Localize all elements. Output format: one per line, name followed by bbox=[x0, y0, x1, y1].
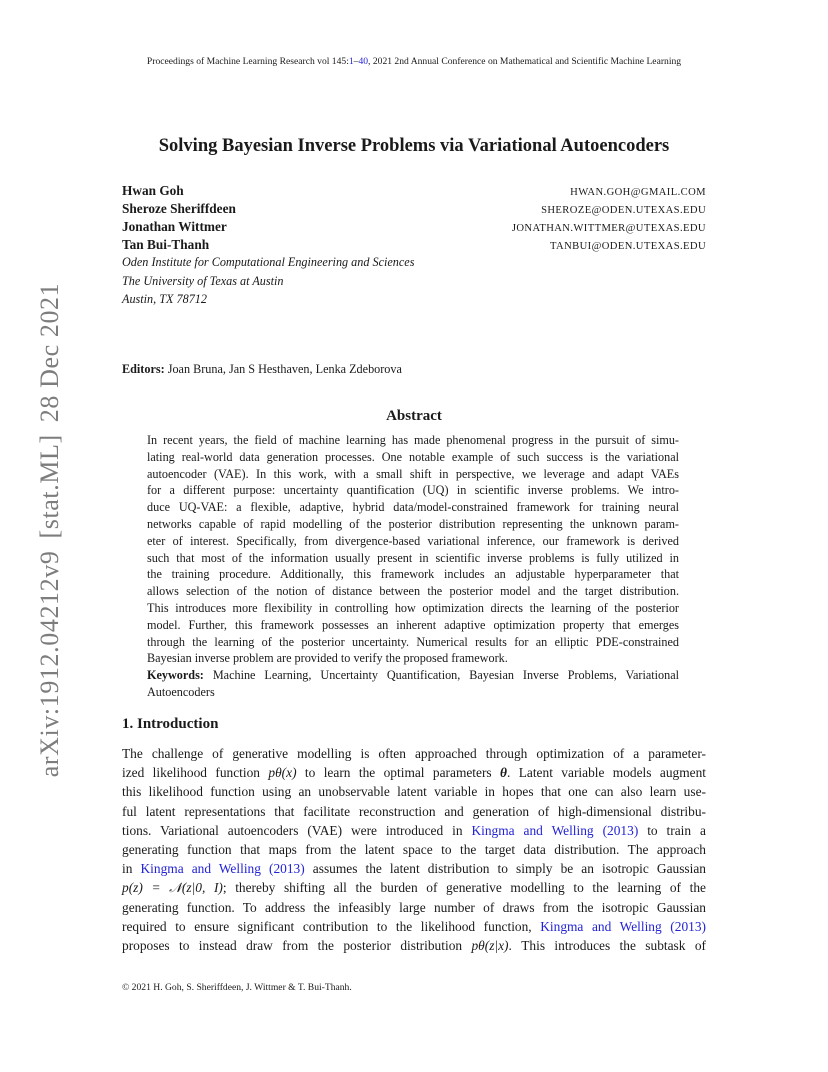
arxiv-stamp bbox=[35, 277, 65, 784]
author-email: JONATHAN.WITTMER@UTEXAS.EDU bbox=[511, 223, 706, 234]
abstract-line: allows selection of the notion of distance between the posterior model and the target distribution. bbox=[147, 584, 679, 599]
theta-math: θ bbox=[500, 765, 507, 781]
abstract-line: autoencoder (VAE). In this work, with a small shift in perspective, we leverage and adapt VAEs bbox=[147, 466, 679, 481]
intro-line bbox=[122, 821, 706, 840]
paper-title: Solving Bayesian Inverse Problems via Variational Autoencoders bbox=[158, 136, 670, 156]
intro-line bbox=[122, 859, 706, 878]
text-run: . This introduces the subtask of bbox=[508, 937, 706, 953]
citation-year-link[interactable]: (2013) bbox=[269, 861, 305, 877]
intro-line: this likelihood function using an unobservable latent variable in hopes that one can also learn use- bbox=[122, 784, 706, 800]
abstract-heading: Abstract bbox=[386, 408, 442, 424]
text-run: to learn the optimal parameters bbox=[296, 765, 501, 781]
abstract-line: networks capable of rapid modelling of the posterior distribution representing the unknown param- bbox=[147, 516, 679, 531]
intro-line bbox=[122, 936, 706, 955]
author-name: Tan Bui-Thanh bbox=[122, 237, 210, 252]
editors-names: Joan Bruna, Jan S Hesthaven, Lenka Zdeborova bbox=[167, 362, 402, 376]
posterior-math: pθ(z|x) bbox=[471, 937, 509, 953]
author-name: Jonathan Wittmer bbox=[122, 219, 227, 234]
arxiv-category: [stat.ML] bbox=[35, 434, 64, 539]
running-head-prefix: Proceedings of Machine Learning Research vol 145: bbox=[146, 56, 349, 67]
affiliation-university: The University of Texas at Austin bbox=[122, 273, 284, 288]
abstract-line: such that most of the information usually present in scientific inverse problems is fully utilized in bbox=[147, 550, 679, 565]
author-email: TANBUI@ODEN.UTEXAS.EDU bbox=[550, 241, 706, 252]
keywords-label: Keywords: bbox=[147, 668, 204, 683]
affiliation-address: Austin, TX 78712 bbox=[122, 292, 207, 306]
author-email: SHEROZE@ODEN.UTEXAS.EDU bbox=[541, 205, 706, 216]
abstract-line: eter of interest. Specifically, from divergence-based variational inference, our framework is derived bbox=[147, 533, 679, 548]
keywords-text: Machine Learning, Uncertainty Quantification, Bayesian Inverse Problems, Variational bbox=[212, 668, 679, 683]
introduction-body bbox=[122, 744, 706, 955]
citation-link[interactable]: Kingma and Welling bbox=[140, 861, 261, 877]
text-run: ized likelihood function bbox=[122, 765, 269, 781]
author-block bbox=[122, 183, 706, 311]
keywords-line bbox=[147, 667, 679, 684]
last-page-link[interactable]: 40 bbox=[358, 56, 369, 67]
first-page-link[interactable]: 1 bbox=[348, 56, 354, 67]
abstract-line: In recent years, the field of machine learning has made phenomenal progress in the pursuit of simu- bbox=[147, 433, 679, 447]
abstract-line: the training procedure. Additionally, this framework includes an adjustable hyperparameter that bbox=[147, 567, 679, 582]
citation-link[interactable]: Kingma and Welling bbox=[471, 822, 594, 838]
intro-line bbox=[122, 917, 706, 936]
intro-line: The challenge of generative modelling is often approached through optimization of a parameter- bbox=[122, 746, 706, 761]
author-email: HWAN.GOH@GMAIL.COM bbox=[570, 187, 706, 198]
running-head-suffix: , 2021 2nd Annual Conference on Mathematical and Scientific Machine Learning bbox=[368, 56, 682, 67]
copyright-footer: © 2021 H. Goh, S. Sheriffdeen, J. Wittmer & T. Bui-Thanh. bbox=[122, 982, 352, 993]
section-heading-introduction: 1. Introduction bbox=[122, 716, 219, 732]
abstract-line: model. Further, this framework possesses an inherent adaptive optimization property that emerges bbox=[147, 617, 679, 632]
intro-line: ful latent representations that facilitate reconstruction and generation of high-dimensional distribu- bbox=[122, 803, 706, 819]
editors-line bbox=[122, 362, 402, 377]
citation-year-link[interactable]: (2013) bbox=[670, 918, 706, 934]
text-run: in bbox=[122, 861, 141, 877]
arxiv-date: 28 Dec 2021 bbox=[35, 282, 64, 423]
text-run: to train a bbox=[638, 822, 706, 838]
text-run: proposes to instead draw from the posterior distribution bbox=[122, 937, 472, 953]
abstract-line: lating real-world data generation processes. One notable example of such success is the variational bbox=[147, 449, 679, 464]
prior-math: p(z) = 𝒩(z|0, I) bbox=[122, 880, 223, 896]
citation-link[interactable]: Kingma and Welling bbox=[540, 918, 662, 934]
intro-line: generating function. To address the infeasibly large number of draws from the isotropic Gaussian bbox=[122, 899, 706, 915]
abstract-body bbox=[147, 432, 679, 701]
author-row bbox=[122, 183, 706, 201]
running-head bbox=[0, 56, 828, 67]
keywords-continuation: Autoencoders bbox=[147, 684, 215, 699]
text-run: required to ensure significant contribution to the likelihood function, bbox=[122, 918, 541, 934]
author-name: Sheroze Sheriffdeen bbox=[122, 201, 236, 216]
abstract-line: for a different purpose: uncertainty quantification (UQ) in scientific inverse problems. We intro- bbox=[147, 483, 679, 498]
affiliation-institute: Oden Institute for Computational Engineering and Sciences bbox=[122, 255, 415, 269]
editors-label: Editors: bbox=[122, 362, 165, 376]
arxiv-id: arXiv:1912.04212v9 bbox=[35, 550, 64, 778]
text-run: . Latent variable models augment bbox=[506, 765, 706, 781]
author-row bbox=[122, 237, 706, 255]
abstract-line: duce UQ-VAE: a flexible, adaptive, hybrid data/model-constrained framework for training neural bbox=[147, 500, 679, 515]
text-run: assumes the latent distribution to simply be an isotropic Gaussian bbox=[304, 861, 707, 877]
page-range-dash: – bbox=[353, 56, 359, 67]
abstract-line: through the learning of the posterior uncertainty. Numerical results for an elliptic PDE-constrained bbox=[147, 634, 679, 649]
intro-line: generating function that maps from the latent space to the target data distribution. The approach bbox=[122, 841, 706, 857]
intro-line bbox=[122, 763, 706, 782]
author-name: Hwan Goh bbox=[122, 183, 184, 198]
citation-year-link[interactable]: (2013) bbox=[602, 822, 639, 838]
intro-line bbox=[122, 878, 706, 897]
text-run: ; thereby shifting all the burden of generative modelling to the learning of the bbox=[222, 880, 706, 896]
author-row bbox=[122, 219, 706, 237]
likelihood-math: pθ(x) bbox=[268, 765, 297, 781]
abstract-line: Bayesian inverse problem are provided to verify the proposed framework. bbox=[147, 651, 508, 666]
text-run: tions. Variational autoencoders (VAE) were introduced in bbox=[122, 822, 472, 838]
author-row bbox=[122, 201, 706, 219]
abstract-line: This introduces more flexibility in controlling how optimization directs the learning of the posterior bbox=[147, 600, 679, 615]
